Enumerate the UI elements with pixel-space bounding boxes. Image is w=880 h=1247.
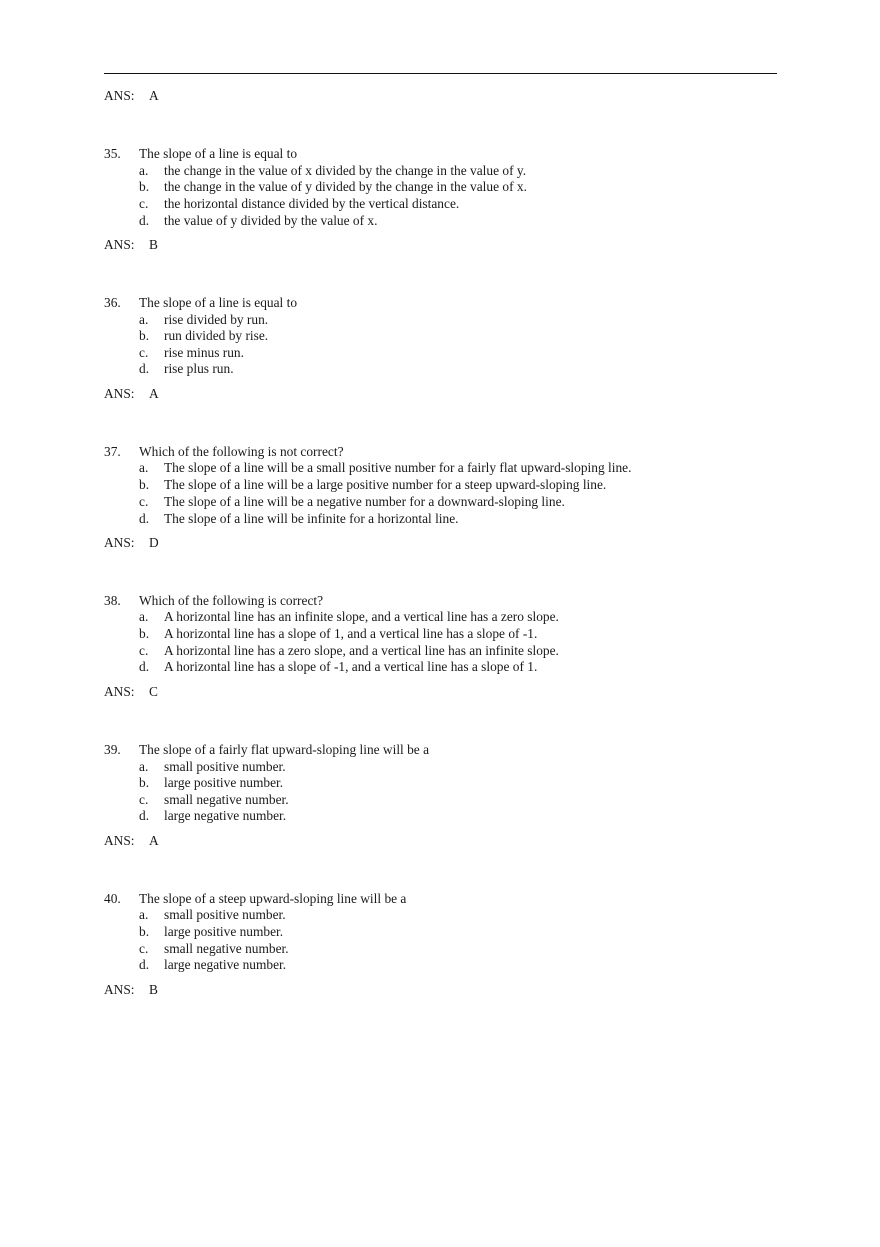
option-text: The slope of a line will be a small positive number for a fairly flat upward-sloping line. (164, 460, 632, 475)
option-text: A horizontal line has a slope of 1, and a vertical line has a slope of -1. (164, 626, 538, 641)
option-letter: a. (139, 609, 149, 624)
option-text: the horizontal distance divided by the vertical distance. (164, 196, 460, 211)
option-letter: d. (139, 808, 150, 823)
option-letter: a. (139, 312, 149, 327)
answer-label: ANS: (104, 386, 135, 401)
question-number: 40. (104, 891, 121, 906)
option-letter: b. (139, 328, 150, 343)
option-text: A horizontal line has a slope of -1, and a vertical line has a slope of 1. (164, 659, 538, 674)
option-letter: b. (139, 477, 150, 492)
option-text: the value of y divided by the value of x. (164, 213, 378, 228)
option-letter: c. (139, 494, 149, 509)
option-letter: d. (139, 361, 150, 376)
answer-value: B (149, 237, 158, 252)
option-letter: a. (139, 163, 149, 178)
option-text: A horizontal line has a zero slope, and a vertical line has an infinite slope. (164, 643, 559, 658)
question-stem: Which of the following is not correct? (139, 444, 344, 459)
option-text: small positive number. (164, 907, 286, 922)
option-letter: a. (139, 460, 149, 475)
answer-value: C (149, 684, 158, 699)
answer-value: A (149, 88, 159, 103)
question-stem: The slope of a line is equal to (139, 146, 298, 161)
answer-label: ANS: (104, 833, 135, 848)
question-stem: The slope of a steep upward-sloping line will be a (139, 891, 407, 906)
question-number: 36. (104, 295, 121, 310)
option-letter: c. (139, 196, 149, 211)
option-text: rise plus run. (164, 361, 234, 376)
option-letter: b. (139, 626, 150, 641)
option-letter: c. (139, 792, 149, 807)
question-number: 35. (104, 146, 121, 161)
option-text: small negative number. (164, 792, 289, 807)
answer-value: A (149, 833, 159, 848)
option-letter: c. (139, 345, 149, 360)
option-text: large negative number. (164, 808, 287, 823)
option-text: small positive number. (164, 759, 286, 774)
option-text: rise divided by run. (164, 312, 269, 327)
option-letter: d. (139, 213, 150, 228)
answer-value: D (149, 535, 159, 550)
question-number: 37. (104, 444, 121, 459)
answer-label: ANS: (104, 535, 135, 550)
question-stem: Which of the following is correct? (139, 593, 324, 608)
option-text: large negative number. (164, 957, 287, 972)
top-divider (104, 73, 777, 74)
option-letter: c. (139, 941, 149, 956)
option-letter: d. (139, 957, 150, 972)
option-text: A horizontal line has an infinite slope, and a vertical line has a zero slope. (164, 609, 559, 624)
option-text: The slope of a line will be a large positive number for a steep upward-sloping line. (164, 477, 607, 492)
option-letter: a. (139, 759, 149, 774)
option-letter: b. (139, 775, 150, 790)
option-text: the change in the value of x divided by the change in the value of y. (164, 163, 527, 178)
option-letter: c. (139, 643, 149, 658)
option-text: The slope of a line will be a negative number for a downward-sloping line. (164, 494, 565, 509)
option-text: small negative number. (164, 941, 289, 956)
question-number: 39. (104, 742, 121, 757)
question-stem: The slope of a fairly flat upward-sloping line will be a (139, 742, 430, 757)
option-letter: d. (139, 511, 150, 526)
option-text: The slope of a line will be infinite for a horizontal line. (164, 511, 459, 526)
question-stem: The slope of a line is equal to (139, 295, 298, 310)
option-text: run divided by rise. (164, 328, 269, 343)
answer-label: ANS: (104, 88, 135, 103)
answer-label: ANS: (104, 684, 135, 699)
option-letter: d. (139, 659, 150, 674)
option-text: the change in the value of y divided by the change in the value of x. (164, 179, 527, 194)
option-letter: b. (139, 924, 150, 939)
answer-value: B (149, 982, 158, 997)
option-letter: a. (139, 907, 149, 922)
option-letter: b. (139, 179, 150, 194)
question-number: 38. (104, 593, 121, 608)
option-text: large positive number. (164, 775, 284, 790)
answer-label: ANS: (104, 237, 135, 252)
option-text: rise minus run. (164, 345, 244, 360)
option-text: large positive number. (164, 924, 284, 939)
answer-value: A (149, 386, 159, 401)
answer-label: ANS: (104, 982, 135, 997)
